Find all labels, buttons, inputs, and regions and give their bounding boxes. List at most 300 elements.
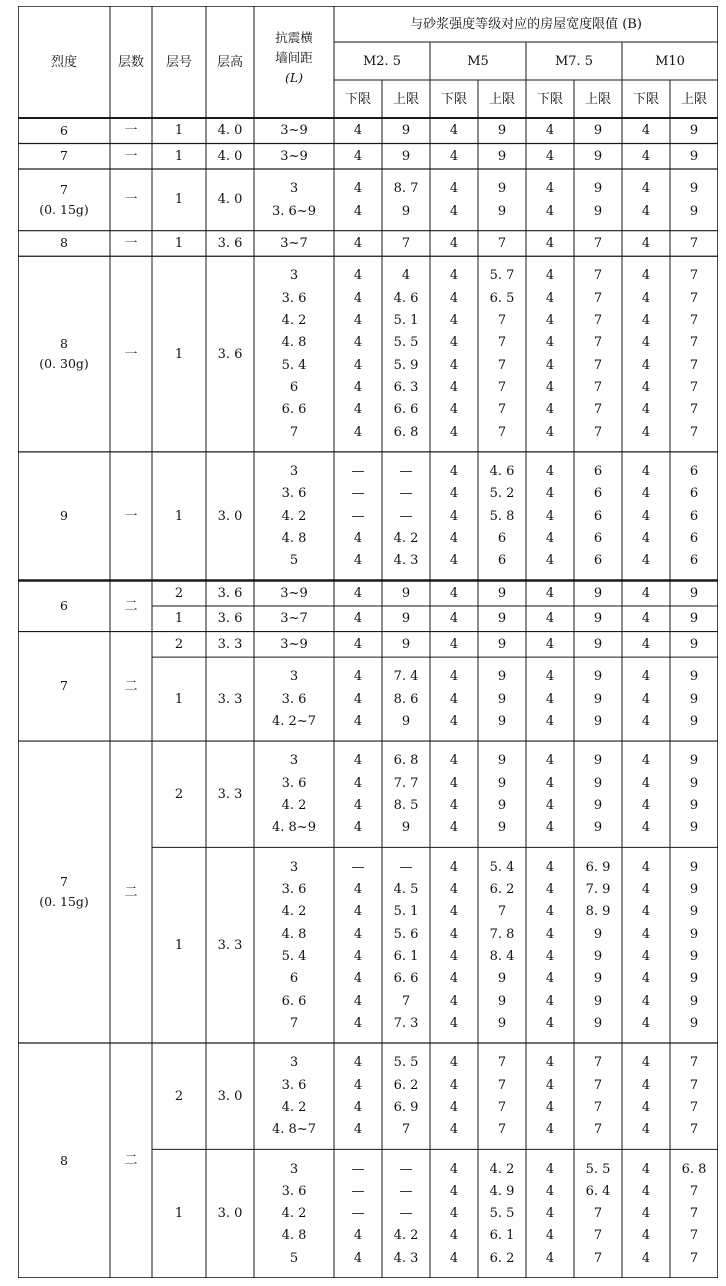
intensity-value bbox=[18, 180, 110, 220]
lower-limit-value: 4 bbox=[353, 669, 363, 685]
lower-limit-value: 4 bbox=[641, 508, 651, 524]
lower-limit-value: 4 bbox=[545, 123, 555, 139]
wall-spacing-value: 4. 8~7 bbox=[272, 1122, 316, 1138]
upper-limit-value: 7 bbox=[593, 268, 603, 284]
lower-limit-value: 4 bbox=[449, 971, 459, 987]
upper-limit-value: 7 bbox=[689, 424, 699, 440]
lower-limit-value: 4 bbox=[353, 335, 363, 351]
lower-limit-value: 4 bbox=[641, 203, 651, 219]
upper-limit-value: 7 bbox=[689, 268, 699, 284]
upper-limit-value: 9 bbox=[689, 636, 699, 652]
upper-limit-value: 8. 4 bbox=[489, 948, 515, 964]
upper-limit-value: 9 bbox=[689, 904, 699, 920]
upper-limit-value: 6 bbox=[689, 486, 699, 502]
wall-spacing-value: 3. 6 bbox=[281, 290, 307, 306]
upper-limit-value: 6 bbox=[689, 464, 699, 480]
intensity-value-line: 8 bbox=[60, 336, 68, 352]
header-intensity: 烈度 bbox=[50, 54, 77, 70]
floor-height: 3. 6 bbox=[217, 611, 243, 627]
lower-limit-value: 4 bbox=[545, 1077, 555, 1093]
lower-limit-value: 4 bbox=[641, 753, 651, 769]
upper-limit-value: 7 bbox=[689, 1122, 699, 1138]
wall-spacing-value: 3. 6 bbox=[281, 881, 307, 897]
upper-limit-value: 6. 6 bbox=[393, 402, 419, 418]
wall-spacing-value: 6. 6 bbox=[281, 993, 307, 1009]
header-height: 层高 bbox=[216, 54, 243, 70]
lower-limit-value: 4 bbox=[353, 713, 363, 729]
upper-limit-value: 9 bbox=[593, 713, 603, 729]
wall-spacing-value: 4. 2 bbox=[281, 508, 307, 524]
upper-limit-value: 9 bbox=[689, 926, 699, 942]
lower-limit-value: 4 bbox=[449, 508, 459, 524]
upper-limit-value: 9 bbox=[689, 713, 699, 729]
lower-limit-value: 4 bbox=[545, 713, 555, 729]
header-floor: 层号 bbox=[165, 54, 192, 70]
wall-spacing-value: 3 bbox=[289, 464, 299, 480]
upper-limit-value: 9 bbox=[497, 148, 507, 164]
upper-limit-value: 7 bbox=[593, 290, 603, 306]
lower-limit-value: 4 bbox=[641, 553, 651, 569]
lower-limit-value: 4 bbox=[545, 464, 555, 480]
wall-spacing-value: 4. 8 bbox=[281, 1228, 307, 1244]
upper-limit-value: 4. 6 bbox=[489, 464, 515, 480]
upper-limit-value: 8. 5 bbox=[393, 797, 419, 813]
lower-limit-value: 4 bbox=[449, 203, 459, 219]
upper-limit-value: 9 bbox=[593, 181, 603, 197]
lower-limit-value: 4 bbox=[545, 313, 555, 329]
upper-limit-value: 7 bbox=[689, 290, 699, 306]
lower-limit-value: 4 bbox=[545, 486, 555, 502]
upper-limit-value: 4. 6 bbox=[393, 290, 419, 306]
lower-limit-value: 4 bbox=[641, 313, 651, 329]
upper-limit-value: 9 bbox=[689, 123, 699, 139]
lower-limit-value: 4 bbox=[641, 585, 651, 601]
floor-number: 1 bbox=[174, 611, 184, 627]
lower-limit-value: 4 bbox=[641, 926, 651, 942]
floor-height: 4. 0 bbox=[217, 192, 243, 208]
lower-limit-value: 4 bbox=[353, 971, 363, 987]
upper-limit-value: 7 bbox=[689, 335, 699, 351]
upper-limit-value: 9 bbox=[401, 611, 411, 627]
width-limit-table bbox=[18, 6, 718, 1278]
upper-limit-value: 9 bbox=[689, 775, 699, 791]
lower-limit-value: 4 bbox=[545, 775, 555, 791]
upper-limit-value: 9 bbox=[593, 820, 603, 836]
floor-number: 1 bbox=[174, 691, 184, 707]
upper-limit-value: 9 bbox=[497, 775, 507, 791]
lower-limit-value: 4 bbox=[641, 971, 651, 987]
upper-limit-value: 7 bbox=[497, 904, 507, 920]
lower-limit-value: 4 bbox=[449, 1122, 459, 1138]
header-spacing bbox=[254, 28, 334, 88]
upper-limit-value: 9 bbox=[497, 797, 507, 813]
upper-limit-value: 9 bbox=[689, 971, 699, 987]
floor-number: 1 bbox=[174, 1206, 184, 1222]
header-group-title: 与砂浆强度等级对应的房屋宽度限值 (B) bbox=[410, 16, 642, 32]
upper-limit-value: 6. 2 bbox=[489, 1250, 515, 1266]
upper-limit-value: 7. 7 bbox=[393, 775, 419, 791]
upper-limit-value: 7 bbox=[593, 402, 603, 418]
upper-limit-value: 7 bbox=[497, 1077, 507, 1093]
wall-spacing-value: 4. 2 bbox=[281, 797, 307, 813]
mortar-grade-2: M7. 5 bbox=[554, 53, 594, 69]
lower-limit-value: 4 bbox=[641, 1122, 651, 1138]
lower-limit-value: 4 bbox=[545, 881, 555, 897]
lower-limit-value: 4 bbox=[545, 402, 555, 418]
lower-limit-value: 4 bbox=[545, 993, 555, 1009]
upper-limit-value: — bbox=[399, 1161, 413, 1177]
lower-limit-value: 4 bbox=[545, 820, 555, 836]
lower-limit-value: — bbox=[351, 464, 365, 480]
lower-limit-value: 4 bbox=[641, 335, 651, 351]
lower-limit-value: 4 bbox=[641, 531, 651, 546]
upper-limit-value: 7 bbox=[689, 402, 699, 418]
upper-limit-value: 6. 5 bbox=[489, 290, 515, 306]
upper-limit-value: 9 bbox=[497, 611, 507, 627]
upper-limit-value: 7 bbox=[689, 1055, 699, 1071]
upper-limit-value: 5. 1 bbox=[393, 313, 419, 329]
lower-limit-value: 4 bbox=[449, 531, 459, 546]
wall-spacing-value: 3. 6 bbox=[281, 1183, 307, 1199]
lower-limit-value: 4 bbox=[545, 148, 555, 164]
upper-limit-value: 9 bbox=[593, 1015, 603, 1031]
lower-limit-value: 4 bbox=[641, 1228, 651, 1244]
lower-limit-value: 4 bbox=[353, 797, 363, 813]
upper-limit-value: 4 bbox=[401, 268, 411, 284]
lower-limit-value: 4 bbox=[449, 486, 459, 502]
lower-limit-value: 4 bbox=[641, 424, 651, 440]
lower-limit-value: 4 bbox=[641, 611, 651, 627]
wall-spacing-value: 3 bbox=[289, 669, 299, 685]
lower-limit-value: 4 bbox=[545, 1206, 555, 1222]
lower-limit-value: 4 bbox=[449, 691, 459, 707]
intensity-value bbox=[18, 334, 110, 374]
upper-limit-value: 9 bbox=[689, 1015, 699, 1031]
lower-limit-value: 4 bbox=[641, 948, 651, 964]
upper-limit-value: 9 bbox=[401, 713, 411, 729]
upper-limit-value: 7 bbox=[689, 357, 699, 373]
floor-height: 4. 0 bbox=[217, 148, 243, 164]
upper-limit-value: 9 bbox=[497, 820, 507, 836]
upper-limit-value: 7. 9 bbox=[585, 881, 611, 897]
intensity-value-line: 7 bbox=[60, 181, 68, 197]
upper-limit-value: 9 bbox=[497, 753, 507, 769]
upper-limit-value: 5. 9 bbox=[393, 357, 419, 373]
upper-limit-value: — bbox=[399, 486, 413, 502]
upper-limit-value: 9 bbox=[497, 181, 507, 197]
wall-spacing-value: 4. 8 bbox=[281, 531, 307, 546]
floor-height: 3. 6 bbox=[217, 346, 243, 362]
lower-limit-value: 4 bbox=[641, 268, 651, 284]
upper-limit-value: 6. 9 bbox=[393, 1099, 419, 1115]
intensity-value-line: 7 bbox=[60, 148, 68, 164]
intensity-value-line: 8 bbox=[60, 235, 68, 251]
upper-limit-value: 9 bbox=[593, 203, 603, 219]
upper-limit-value: 6 bbox=[593, 508, 603, 524]
lower-limit-value: 4 bbox=[353, 268, 363, 284]
upper-limit-value: — bbox=[399, 859, 413, 875]
lower-limit-value: 4 bbox=[449, 775, 459, 791]
wall-spacing-value: 7 bbox=[289, 424, 299, 440]
upper-limit-value: 9 bbox=[689, 669, 699, 685]
intensity-value-line: 8 bbox=[60, 1152, 68, 1168]
lower-limit-value: 4 bbox=[545, 235, 555, 251]
upper-limit-value: 9 bbox=[497, 971, 507, 987]
lower-limit-value: 4 bbox=[641, 1077, 651, 1093]
lower-limit-value: 4 bbox=[449, 313, 459, 329]
upper-limit-value: 7 bbox=[593, 1228, 603, 1244]
upper-limit-value: 7 bbox=[497, 357, 507, 373]
upper-limit-value: 7. 3 bbox=[393, 1015, 419, 1031]
lower-limit-label: 下限 bbox=[536, 91, 563, 107]
lower-limit-value: 4 bbox=[353, 553, 363, 569]
lower-limit-value: 4 bbox=[641, 820, 651, 836]
upper-limit-value: 9 bbox=[401, 123, 411, 139]
upper-limit-value: 6. 9 bbox=[585, 859, 611, 875]
lower-limit-value: 4 bbox=[641, 1055, 651, 1071]
lower-limit-value: 4 bbox=[353, 926, 363, 942]
lower-limit-value: 4 bbox=[449, 948, 459, 964]
lower-limit-value: 4 bbox=[641, 881, 651, 897]
wall-spacing-value: 4. 2 bbox=[281, 1206, 307, 1222]
floor-height: 3. 3 bbox=[217, 937, 243, 953]
lower-limit-value: 4 bbox=[353, 123, 363, 139]
upper-limit-value: 7 bbox=[401, 993, 411, 1009]
lower-limit-value: 4 bbox=[545, 611, 555, 627]
lower-limit-value: — bbox=[351, 508, 365, 524]
lower-limit-value: 4 bbox=[449, 713, 459, 729]
upper-limit-value: 9 bbox=[497, 585, 507, 601]
lower-limit-value: 4 bbox=[545, 203, 555, 219]
lower-limit-value: 4 bbox=[641, 148, 651, 164]
lower-limit-value: 4 bbox=[353, 691, 363, 707]
upper-limit-value: 7 bbox=[593, 1122, 603, 1138]
upper-limit-value: 7 bbox=[497, 1122, 507, 1138]
lower-limit-label: 下限 bbox=[632, 91, 659, 107]
layers-value: 二 bbox=[124, 884, 138, 900]
lower-limit-value: — bbox=[351, 859, 365, 875]
wall-spacing-value: 6. 6 bbox=[281, 402, 307, 418]
lower-limit-value: 4 bbox=[545, 1228, 555, 1244]
upper-limit-value: 6. 1 bbox=[489, 1228, 515, 1244]
upper-limit-value: 6. 8 bbox=[681, 1161, 707, 1177]
lower-limit-value: 4 bbox=[353, 235, 363, 251]
lower-limit-value: 4 bbox=[449, 1161, 459, 1177]
lower-limit-value: 4 bbox=[545, 904, 555, 920]
lower-limit-value: 4 bbox=[353, 1099, 363, 1115]
wall-spacing-value: 3~9 bbox=[280, 585, 308, 601]
lower-limit-value: 4 bbox=[545, 1122, 555, 1138]
upper-limit-value: 7 bbox=[401, 235, 411, 251]
upper-limit-value: 4. 5 bbox=[393, 881, 419, 897]
upper-limit-value: 9 bbox=[593, 148, 603, 164]
lower-limit-value: 4 bbox=[641, 402, 651, 418]
lower-limit-value: 4 bbox=[545, 691, 555, 707]
intensity-value-line: (0. 15g) bbox=[39, 201, 89, 217]
lower-limit-value: 4 bbox=[641, 290, 651, 306]
lower-limit-value: 4 bbox=[449, 1015, 459, 1031]
wall-spacing-value: 7 bbox=[289, 1015, 299, 1031]
lower-limit-value: 4 bbox=[641, 123, 651, 139]
lower-limit-value: 4 bbox=[449, 1250, 459, 1266]
upper-limit-value: 5. 4 bbox=[489, 859, 515, 875]
upper-limit-value: 6 bbox=[593, 464, 603, 480]
upper-limit-value: 6. 8 bbox=[393, 753, 419, 769]
upper-limit-value: 9 bbox=[689, 148, 699, 164]
upper-limit-value: 5. 7 bbox=[489, 268, 515, 284]
wall-spacing-value: 3 bbox=[289, 1161, 299, 1177]
lower-limit-value: 4 bbox=[449, 636, 459, 652]
upper-limit-value: 9 bbox=[497, 691, 507, 707]
mortar-grade-0: M2. 5 bbox=[362, 53, 402, 69]
lower-limit-value: 4 bbox=[449, 993, 459, 1009]
wall-spacing-value: 3. 6 bbox=[281, 1077, 307, 1093]
lower-limit-value: 4 bbox=[449, 357, 459, 373]
lower-limit-value: 4 bbox=[641, 1015, 651, 1031]
lower-limit-value: 4 bbox=[545, 357, 555, 373]
upper-limit-value: 6. 3 bbox=[393, 380, 419, 396]
upper-limit-value: 9 bbox=[497, 123, 507, 139]
upper-limit-value: 7 bbox=[497, 1055, 507, 1071]
upper-limit-value: 5. 6 bbox=[393, 926, 419, 942]
upper-limit-value: 9 bbox=[593, 669, 603, 685]
upper-limit-value: 9 bbox=[593, 948, 603, 964]
upper-limit-value: 9 bbox=[689, 691, 699, 707]
lower-limit-value: 4 bbox=[353, 948, 363, 964]
lower-limit-value: 4 bbox=[449, 753, 459, 769]
floor-height: 3. 3 bbox=[217, 786, 243, 802]
lower-limit-value: 4 bbox=[449, 335, 459, 351]
upper-limit-value: 9 bbox=[497, 636, 507, 652]
lower-limit-value: 4 bbox=[353, 1122, 363, 1138]
lower-limit-value: 4 bbox=[641, 797, 651, 813]
floor-height: 3. 6 bbox=[217, 585, 243, 601]
upper-limit-value: 7 bbox=[593, 357, 603, 373]
upper-limit-value: 6 bbox=[593, 531, 603, 546]
upper-limit-value: 7 bbox=[593, 235, 603, 251]
upper-limit-value: — bbox=[399, 508, 413, 524]
floor-height: 4. 0 bbox=[217, 123, 243, 139]
lower-limit-value: 4 bbox=[353, 611, 363, 627]
layers-value: 一 bbox=[124, 148, 138, 164]
upper-limit-value: — bbox=[399, 1206, 413, 1222]
floor-height: 3. 3 bbox=[217, 691, 243, 707]
lower-limit-value: 4 bbox=[449, 585, 459, 601]
upper-limit-value: 7 bbox=[593, 335, 603, 351]
upper-limit-value: 7 bbox=[689, 1250, 699, 1266]
lower-limit-value: 4 bbox=[449, 424, 459, 440]
lower-limit-value: 4 bbox=[353, 881, 363, 897]
upper-limit-value: 9 bbox=[689, 859, 699, 875]
lower-limit-value: 4 bbox=[641, 235, 651, 251]
upper-limit-value: 5. 2 bbox=[489, 486, 515, 502]
lower-limit-value: 4 bbox=[449, 820, 459, 836]
upper-limit-value: 9 bbox=[497, 203, 507, 219]
wall-spacing-value: 3. 6 bbox=[281, 486, 307, 502]
wall-spacing-value: 5 bbox=[289, 1250, 299, 1266]
lower-limit-value: 4 bbox=[449, 797, 459, 813]
lower-limit-value: 4 bbox=[545, 1250, 555, 1266]
upper-limit-value: 5. 5 bbox=[393, 1055, 419, 1071]
upper-limit-value: 7 bbox=[689, 313, 699, 329]
wall-spacing-value: 3. 6 bbox=[281, 691, 307, 707]
floor-number: 1 bbox=[174, 346, 184, 362]
upper-limit-value: 9 bbox=[401, 148, 411, 164]
floor-number: 1 bbox=[174, 192, 184, 208]
upper-limit-value: 9 bbox=[593, 611, 603, 627]
upper-limit-value: 6. 8 bbox=[393, 424, 419, 440]
intensity-value-line: 9 bbox=[60, 508, 68, 524]
upper-limit-value: 7 bbox=[593, 1099, 603, 1115]
lower-limit-value: 4 bbox=[641, 380, 651, 396]
upper-limit-value: 9 bbox=[689, 993, 699, 1009]
mortar-grade-1: M5 bbox=[467, 53, 489, 69]
intensity-value-line: 6 bbox=[60, 122, 68, 138]
lower-limit-value: 4 bbox=[545, 380, 555, 396]
layers-value: 二 bbox=[124, 598, 138, 614]
upper-limit-value: 9 bbox=[689, 611, 699, 627]
intensity-value-line: (0. 30g) bbox=[39, 356, 89, 372]
lower-limit-value: 4 bbox=[545, 1099, 555, 1115]
upper-limit-value: 7 bbox=[497, 235, 507, 251]
intensity-value bbox=[18, 1151, 110, 1171]
lower-limit-value: 4 bbox=[449, 380, 459, 396]
lower-limit-value: 4 bbox=[353, 290, 363, 306]
upper-limit-value: 7 bbox=[497, 402, 507, 418]
lower-limit-value: 4 bbox=[353, 203, 363, 219]
intensity-value-line: 7 bbox=[60, 874, 68, 890]
header-spacing-line2: 墙间距 bbox=[275, 50, 313, 65]
floor-number: 2 bbox=[174, 1088, 184, 1104]
wall-spacing-value: 3 bbox=[289, 859, 299, 875]
upper-limit-value: 6 bbox=[497, 531, 507, 546]
upper-limit-value: 7 bbox=[593, 1055, 603, 1071]
wall-spacing-value: 4. 2 bbox=[281, 313, 307, 329]
upper-limit-value: — bbox=[399, 1183, 413, 1199]
wall-spacing-value: 3 bbox=[289, 1055, 299, 1071]
lower-limit-value: 4 bbox=[353, 1077, 363, 1093]
lower-limit-value: 4 bbox=[353, 181, 363, 197]
upper-limit-value: 5. 1 bbox=[393, 904, 419, 920]
lower-limit-value: — bbox=[351, 1183, 365, 1199]
lower-limit-value: 4 bbox=[641, 993, 651, 1009]
floor-number: 1 bbox=[174, 937, 184, 953]
upper-limit-value: 6 bbox=[593, 486, 603, 502]
lower-limit-value: 4 bbox=[353, 357, 363, 373]
upper-limit-value: 7 bbox=[497, 380, 507, 396]
lower-limit-value: 4 bbox=[353, 585, 363, 601]
upper-limit-value: 9 bbox=[401, 820, 411, 836]
layers-value: 一 bbox=[124, 235, 138, 251]
upper-limit-value: 6 bbox=[593, 553, 603, 569]
lower-limit-value: 4 bbox=[449, 402, 459, 418]
upper-limit-value: 7 bbox=[593, 1250, 603, 1266]
intensity-value-line: 6 bbox=[60, 598, 68, 614]
wall-spacing-value: 3~9 bbox=[280, 148, 308, 164]
upper-limit-value: 9 bbox=[689, 203, 699, 219]
intensity-value bbox=[18, 676, 110, 696]
lower-limit-value: 4 bbox=[353, 636, 363, 652]
upper-limit-value: 7 bbox=[497, 313, 507, 329]
upper-limit-value: 7 bbox=[593, 1077, 603, 1093]
upper-limit-value: 9 bbox=[401, 203, 411, 219]
header-layers: 层数 bbox=[117, 54, 144, 70]
lower-limit-value: 4 bbox=[449, 1183, 459, 1199]
lower-limit-value: 4 bbox=[545, 553, 555, 569]
upper-limit-value: 9 bbox=[497, 993, 507, 1009]
header-spacing-line3: (L) bbox=[284, 70, 304, 85]
lower-limit-value: 4 bbox=[641, 1183, 651, 1199]
